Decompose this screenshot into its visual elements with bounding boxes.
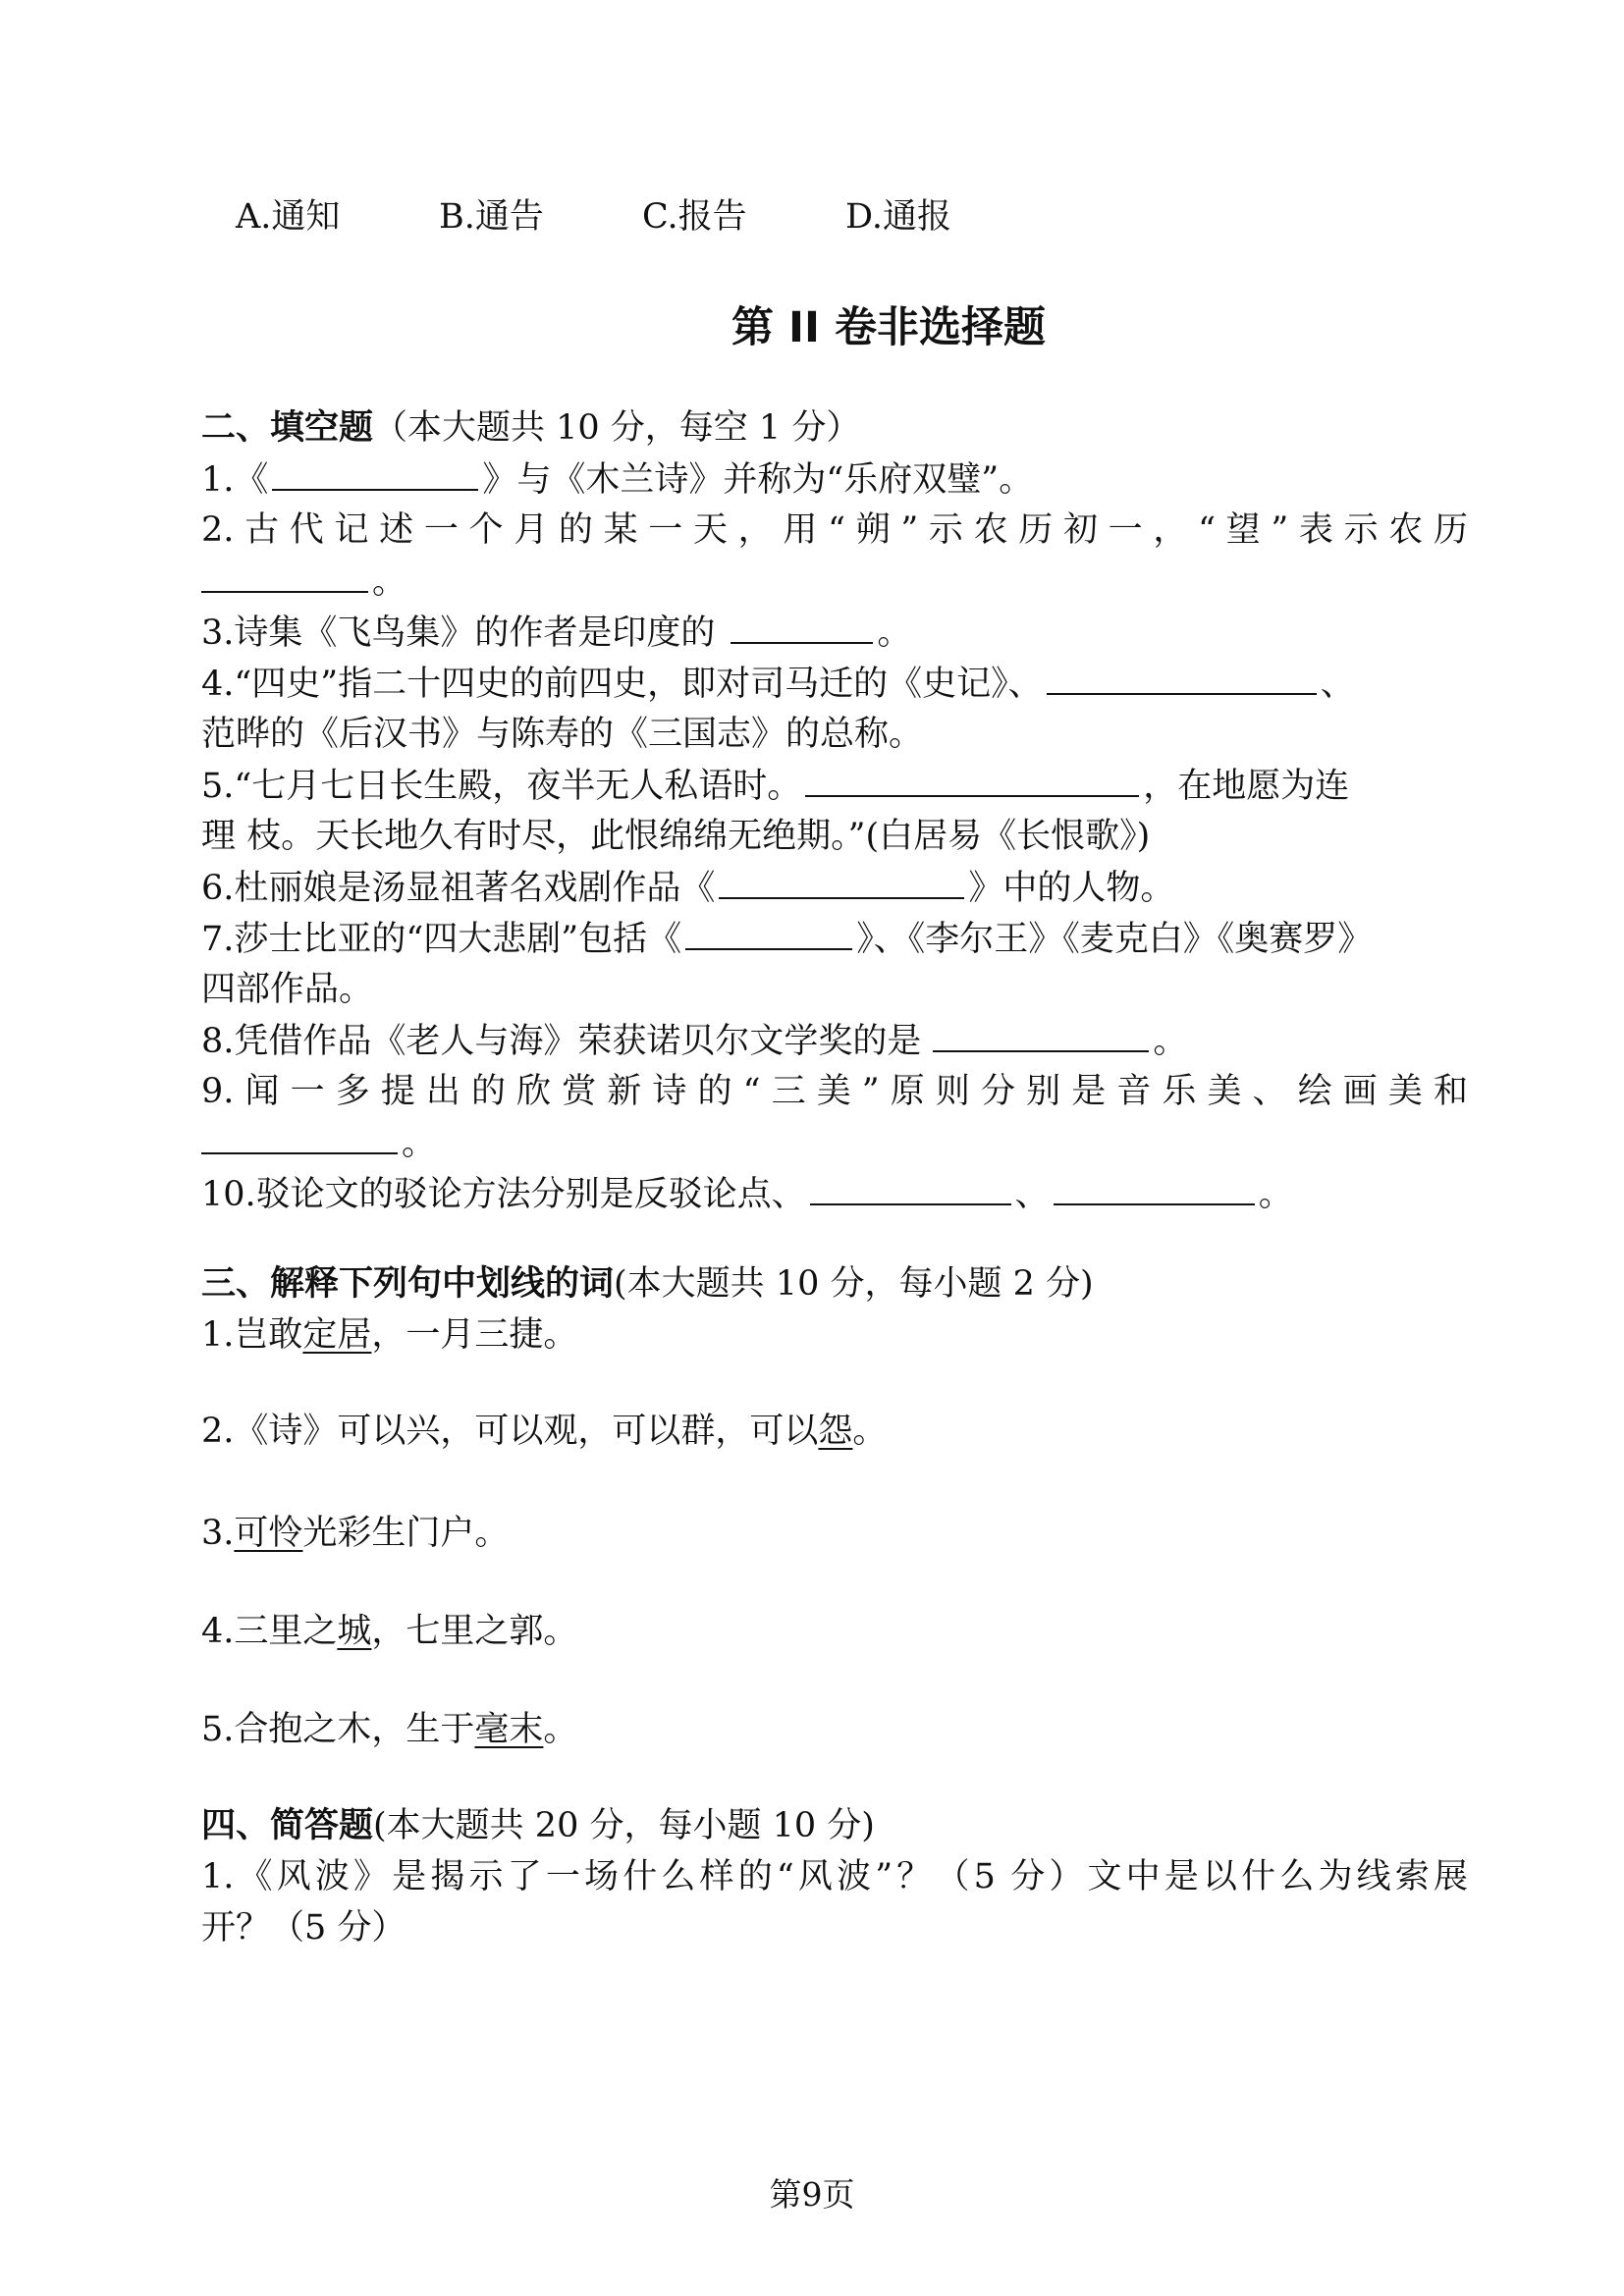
underlined-word: 定居 [302,1315,372,1355]
question-3-2: 2.《诗》可以兴，可以观，可以群，可以怨。 [201,1412,888,1451]
question-2-5-line1: 5.“七月七日长生殿，夜半无人私语时。 ，在地愿为连 [201,760,1468,812]
section-4-title: 四、简答题 [201,1806,374,1845]
answer-blank[interactable] [933,1015,1149,1052]
option-b: B.通告 [439,197,544,237]
option-a: A.通知 [236,197,341,237]
question-2-4-line1: 4.“四史”指二十四史的前四史，即对司马迁的《史记》、 、 [201,658,1468,710]
question-4-1-line2: 开？（5 分） [201,1908,406,1948]
option-c: C.报告 [642,197,747,237]
underlined-word: 可怜 [234,1514,303,1553]
underlined-word: 毫末 [474,1710,544,1749]
question-2-9-line2: 。 [201,1117,1468,1169]
section-3-note: (本大题共 10 分，每小题 2 分) [614,1264,1094,1304]
question-3-5: 5.合抱之木，生于毫末。 [201,1710,578,1749]
answer-blank[interactable] [810,1168,1011,1205]
question-4-1-line1: 1.《风波》是揭示了一场什么样的“风波”？（5 分）文中是以什么为线索展 [201,1857,1468,1896]
page-number: 第9页 [769,2175,855,2214]
question-3-3: 3.可怜光彩生门户。 [201,1514,510,1553]
option-d: D.通报 [845,197,951,237]
question-2-3: 3.诗集《飞鸟集》的作者是印度的 。 [201,607,1468,659]
question-2-8: 8.凭借作品《老人与海》荣获诺贝尔文学奖的是 。 [201,1015,1468,1067]
section-3-title: 三、解释下列句中划线的词 [201,1264,615,1304]
answer-blank[interactable] [201,556,368,593]
question-3-4: 4.三里之城，七里之郭。 [201,1612,578,1651]
section-2-note: （本大题共 10 分，每空 1 分） [373,408,861,448]
section-4-note: (本大题共 20 分，每小题 10 分) [373,1806,875,1845]
volume-title: 第 II 卷非选择题 [731,303,1046,352]
answer-options [236,191,1502,242]
question-2-2-line2: 。 [201,556,1468,608]
answer-blank[interactable] [805,760,1139,797]
answer-blank[interactable] [719,862,964,899]
section-4-heading [201,1800,1468,1851]
question-2-7-line2: 四部作品。 [201,970,374,1009]
section-2-title: 二、填空题 [201,408,374,448]
answer-blank[interactable] [1047,658,1317,695]
question-2-2-line1: 2.古代记述一个月的某一天，用“朔”示农历初一，“望”表示农历 [201,510,1468,550]
answer-blank[interactable] [201,1117,398,1154]
answer-blank[interactable] [272,454,478,491]
question-2-9-line1: 9.闻一多提出的欣赏新诗的“三美”原则分别是音乐美、绘画美和 [201,1072,1468,1111]
question-2-5-line2: 理 枝。天长地久有时尽，此恨绵绵无绝期。”(白居易《长恨歌》) [201,817,1151,856]
underlined-word: 怨 [818,1412,853,1451]
underlined-word: 城 [337,1612,372,1651]
question-3-1: 1.岂敢定居，一月三捷。 [201,1315,578,1355]
answer-blank[interactable] [685,913,852,950]
question-2-7-line1: 7.莎士比亚的“四大悲剧”包括《 》、《李尔王》《麦克白》《奥赛罗》 [201,913,1468,965]
section-2-heading [201,402,1468,454]
section-3-heading [201,1258,1468,1309]
answer-blank[interactable] [1054,1168,1255,1205]
question-2-6: 6.杜丽娘是汤显祖著名戏剧作品《 》中的人物。 [201,862,1468,914]
question-2-4-line2: 范晔的《后汉书》与陈寿的《三国志》的总称。 [201,715,924,754]
question-2-10: 10.驳论文的驳论方法分别是反驳论点、 、 。 [201,1168,1468,1220]
question-2-1: 1.《 》与《木兰诗》并称为“乐府双璧”。 [201,454,1468,506]
answer-blank[interactable] [731,607,873,644]
